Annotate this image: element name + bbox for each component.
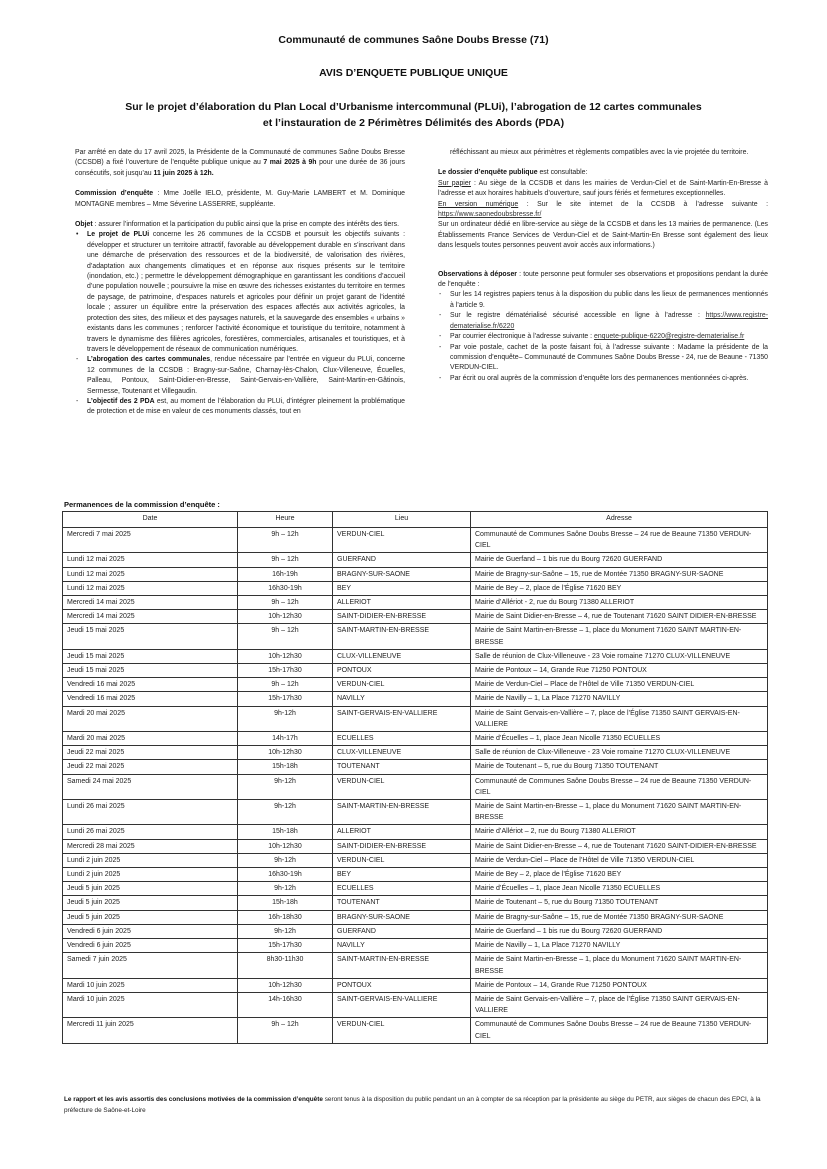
pda-continuation: réfléchissant au mieux aux périmètres et règlements compatibles avec la vie projetée du territoire.: [450, 149, 749, 156]
text: concerne les 26 communes de la CCSDB et poursuit les objectifs suivants : développer et structurer un territoire attractif, favorable au développement durable en s’inscrivant dans une démarche de préservation des ressources et de la biodiversité, de valorisation des rivières, d’adaptation aux changements climatiques et en réponse aux risques présents sur le territoire (inondation, etc.) ; permettre le développement démographique en garantissant les conditions d’accueil d’une population nouvelle ; poursuivre la mise en œuvre des richesses existantes du territoire en termes de paysage, de patrimoine, d’espaces naturels et agricoles pour définir un projet garant de l’identité locale ; assurer un équilibre entre la préservation des espaces affectés aux activités agricoles, la protection des sites, des milieux et des paysages naturels, et la sauvegarde des ensembles « urbains » existants dans les communes ; renforcer l’activité économique et touristique du territoire, notamment à travers le dynamisme des filières agricoles, forestières, commerciales, artisanales et touristiques, et à travers le développement de réseaux de communication numériques.: [87, 231, 405, 353]
text: : toute personne peut formuler ses observations et propositions pendant la durée de l’enquête :: [438, 270, 769, 289]
cell-address: Mairie de Bragny-sur-Saône – 15, rue de Montée 71350 BRAGNY-SUR-SAONE: [471, 567, 768, 581]
cell-place: PONTOUX: [333, 978, 471, 992]
table-row: [63, 732, 768, 746]
cell-date: Lundi 2 juin 2025: [63, 853, 238, 867]
cell-time: 9h – 12h: [238, 1018, 333, 1043]
right-column: [438, 148, 768, 384]
cell-address: Mairie de Toutenant – 5, rue du Bourg 71350 TOUTENANT: [471, 760, 768, 774]
list-item-pda: [87, 397, 405, 418]
cell-place: SAINT-DIDIER-EN-BRESSE: [333, 839, 471, 853]
cell-place: BEY: [333, 581, 471, 595]
cell-place: BRAGNY-SUR-SAONE: [333, 567, 471, 581]
text: , rendue nécessaire par l’entrée en vigueur du PLUi, concerne 12 communes de la CCSDB : Bragny-sur-Saône, Charnay-lès-Chalon, Clux-Villeneuve, Écuelles, Palleau, Pontoux, Saint-Didier-en-Bresse, Saint-Gervais-en-Vallière, Saint-Martin-en-Gâtinois, Sermesse, Toutenant et Villegaudin.: [87, 356, 405, 395]
notice-title: AVIS D’ENQUETE PUBLIQUE UNIQUE: [319, 67, 508, 79]
cell-place: CLUX-VILLENEUVE: [333, 649, 471, 663]
permanences-title: Permanences de la commission d’enquête :: [64, 500, 220, 509]
cell-address: Mairie de Toutenant – 5, rue du Bourg 71350 TOUTENANT: [471, 896, 768, 910]
cell-time: 9h-12h: [238, 882, 333, 896]
text: seront tenus à la disposition du public pendant un an à compter de sa réception par la présidente au siège du PETR, aux sièges de chacun des EPCI, à la préfecture de Saône-et-Loire: [64, 1096, 761, 1114]
list-item: [450, 343, 768, 374]
cell-date: Mardi 10 juin 2025: [63, 992, 238, 1017]
cell-time: 8h30-11h30: [238, 953, 333, 978]
cell-time: 16h-19h: [238, 567, 333, 581]
subject-line-1: Sur le projet d’élaboration du Plan Local d’Urbanisme intercommunal (PLUi), l’abrogation de 12 cartes communales: [125, 101, 702, 113]
text: Par écrit ou oral auprès de la commission d’enquête lors des permanences mentionnées ci-après.: [450, 374, 749, 382]
cell-time: 9h – 12h: [238, 528, 333, 553]
cell-place: PONTOUX: [333, 664, 471, 678]
text: : Mme Joëlle IELO, présidente, M. Guy-Marie LAMBERT et M. Dominique MONTAGNE membres – Mme Séverine LASSERRE, suppléante.: [75, 190, 406, 208]
permanences-table: [62, 511, 768, 1044]
cell-date: Jeudi 5 juin 2025: [63, 896, 238, 910]
cell-place: SAINT-GERVAIS-EN-VALLIERE: [333, 706, 471, 731]
cell-place: SAINT-MARTIN-EN-BRESSE: [333, 953, 471, 978]
list-item: [450, 374, 768, 384]
table-row: [63, 800, 768, 825]
cell-time: 9h-12h: [238, 924, 333, 938]
cell-place: ALLERIOT: [333, 825, 471, 839]
cell-address: Mairie de Guerfand – 1 bis rue du Bourg 72620 GUERFAND: [471, 553, 768, 567]
cell-place: TOUTENANT: [333, 896, 471, 910]
table-row: [63, 581, 768, 595]
cell-date: Jeudi 15 mai 2025: [63, 649, 238, 663]
cell-place: TOUTENANT: [333, 760, 471, 774]
cell-place: SAINT-GERVAIS-EN-VALLIERE: [333, 992, 471, 1017]
observations-heading: [438, 270, 768, 291]
column-header-place: Lieu: [333, 512, 471, 528]
table-row: [63, 910, 768, 924]
cell-time: 10h-12h30: [238, 978, 333, 992]
cell-date: Jeudi 15 mai 2025: [63, 624, 238, 649]
list-item: [450, 311, 768, 332]
table-row: [63, 978, 768, 992]
cell-time: 9h – 12h: [238, 553, 333, 567]
table-header-row: [63, 512, 768, 528]
table-row: [63, 896, 768, 910]
cell-time: 10h-12h30: [238, 610, 333, 624]
list-item: [450, 290, 768, 311]
table-row: [63, 678, 768, 692]
text: : assurer l’information et la participation du public ainsi que la prise en compte des intérêts des tiers.: [92, 221, 400, 229]
cell-place: VERDUN-CIEL: [333, 853, 471, 867]
cell-place: VERDUN-CIEL: [333, 528, 471, 553]
text: Par voie postale, cachet de la poste faisant foi, à l’adresse suivante : Madame la présidente de la commission d’enquête– Communauté de Communes Saône Doubs Bresse - 24, rue de Beaune - 71350 VERDUN-CIEL.: [450, 343, 768, 372]
cell-time: 16h-18h30: [238, 910, 333, 924]
table-row: [63, 839, 768, 853]
text: est, au moment de l’élaboration du PLUi, d’intégrer pleinement la problématique de protection et de mise en valeur de ces monuments classés, tout en: [87, 397, 405, 416]
object-paragraph: [75, 220, 405, 230]
table-row: [63, 553, 768, 567]
cell-time: 9h-12h: [238, 774, 333, 799]
cell-address: Mairie de Verdun-Ciel – Place de l’Hôtel de Ville 71350 VERDUN-CIEL: [471, 678, 768, 692]
cell-date: Lundi 2 juin 2025: [63, 868, 238, 882]
label: Objet: [75, 221, 93, 229]
cell-date: Vendredi 16 mai 2025: [63, 692, 238, 706]
text: Par courrier électronique à l’adresse suivante :: [450, 333, 595, 341]
table-row: [63, 610, 768, 624]
cell-time: 15h-18h: [238, 760, 333, 774]
table-row: [63, 649, 768, 663]
cell-address: Salle de réunion de Clux-Villeneuve - 23 Voie romaine 71270 CLUX-VILLENEUVE: [471, 649, 768, 663]
notice-subject: [0, 99, 827, 131]
cell-time: 9h-12h: [238, 706, 333, 731]
cell-time: 9h-12h: [238, 800, 333, 825]
cell-time: 10h-12h30: [238, 839, 333, 853]
cell-date: Mardi 20 mai 2025: [63, 732, 238, 746]
cell-time: 15h-17h30: [238, 664, 333, 678]
text: Par arrêté en date du 17 avril 2025, la Présidente de la Communauté de communes Saône Doubs Bresse (CCSDB) a fixé l’ouverture de l’enquête publique unique au: [75, 149, 405, 167]
cell-time: 9h – 12h: [238, 678, 333, 692]
table-row: [63, 924, 768, 938]
cell-date: Mercredi 28 mai 2025: [63, 839, 238, 853]
cell-place: BRAGNY-SUR-SAONE: [333, 910, 471, 924]
computer-access: Sur un ordinateur dédié en libre-service au siège de la CCSDB et dans les 13 mairies de permanence. (Les Établissements France Services de Verdun-Ciel et de Saint-Martin-En Bresse sont également des lieux dans lesquels toutes personnes peuvent avoir accès aux informations.): [438, 221, 768, 250]
commission-paragraph: [75, 189, 405, 210]
list-item: [450, 332, 768, 342]
table-row: [63, 774, 768, 799]
label: L’abrogation des cartes communales: [87, 356, 211, 364]
label: Le rapport et les avis assortis des conclusions motivées de la commission d’enquête: [64, 1096, 323, 1103]
cell-address: Mairie de Navilly – 1, La Place 71270 NAVILLY: [471, 939, 768, 953]
cell-address: Mairie de Pontoux – 14, Grande Rue 71250 PONTOUX: [471, 664, 768, 678]
list-item-plui: [87, 230, 405, 355]
cell-address: Mairie de Saint Gervais-en-Vallière – 7, place de l’Église 71350 SAINT GERVAIS-EN-VALLIERE: [471, 992, 768, 1017]
cell-date: Jeudi 22 mai 2025: [63, 760, 238, 774]
table-row: [63, 992, 768, 1017]
label: Le dossier d’enquête publique: [438, 169, 538, 177]
website-link[interactable]: https://www.saonedoubsbresse.fr/: [438, 211, 542, 219]
text: : Au siège de la CCSDB et dans les mairies de Verdun-Ciel et de Saint-Martin-En-Bresse à l’adresse et aux horaires habituels d’ouverture, sauf jours fériés et fermetures exceptionnelles.: [438, 179, 769, 198]
cell-date: Mercredi 7 mai 2025: [63, 528, 238, 553]
cell-date: Lundi 12 mai 2025: [63, 553, 238, 567]
label: Commission d’enquête: [75, 190, 154, 198]
cell-time: 15h-17h30: [238, 939, 333, 953]
cell-date: Lundi 12 mai 2025: [63, 581, 238, 595]
text: est consultable:: [537, 169, 588, 177]
table-row: [63, 746, 768, 760]
cell-address: Communauté de Communes Saône Doubs Bresse – 24 rue de Beaune 71350 VERDUN-CIEL: [471, 1018, 768, 1043]
cell-time: 10h-12h30: [238, 746, 333, 760]
list-item-abrogation: [87, 355, 405, 397]
cell-place: GUERFAND: [333, 924, 471, 938]
cell-place: SAINT-MARTIN-EN-BRESSE: [333, 800, 471, 825]
cell-time: 9h – 12h: [238, 596, 333, 610]
label: Observations à déposer: [438, 270, 517, 278]
cell-time: 14h-16h30: [238, 992, 333, 1017]
cell-date: Mercredi 14 mai 2025: [63, 610, 238, 624]
table-row: [63, 567, 768, 581]
cell-place: BEY: [333, 868, 471, 882]
digital-version: [438, 200, 768, 221]
footer-note: [64, 1094, 764, 1116]
cell-place: NAVILLY: [333, 939, 471, 953]
cell-date: Vendredi 6 juin 2025: [63, 924, 238, 938]
label: Sur papier: [438, 179, 471, 187]
table-row: [63, 624, 768, 649]
registry-link[interactable]: https://www.registre-dematerialise.fr/6220: [450, 312, 768, 330]
cell-date: Lundi 12 mai 2025: [63, 567, 238, 581]
cell-date: Jeudi 15 mai 2025: [63, 664, 238, 678]
organization-title: Communauté de communes Saône Doubs Bresse (71): [278, 34, 549, 46]
cell-address: Mairie d’Écuelles – 1, place Jean Nicolle 71350 ECUELLES: [471, 732, 768, 746]
cell-address: Communauté de Communes Saône Doubs Bresse – 24 rue de Beaune 71350 VERDUN-CIEL: [471, 528, 768, 553]
cell-date: Jeudi 5 juin 2025: [63, 882, 238, 896]
cell-address: Mairie de Saint Didier-en-Bresse – 4, rue de Toutenant 71620 SAINT DIDIER-EN-BRESSE: [471, 610, 768, 624]
cell-date: Vendredi 6 juin 2025: [63, 939, 238, 953]
cell-address: Mairie de Bragny-sur-Saône – 15, rue de Montée 71350 BRAGNY-SUR-SAONE: [471, 910, 768, 924]
table-row: [63, 882, 768, 896]
table-row: [63, 706, 768, 731]
cell-address: Salle de réunion de Clux-Villeneuve - 23 Voie romaine 71270 CLUX-VILLENEUVE: [471, 746, 768, 760]
cell-place: NAVILLY: [333, 692, 471, 706]
cell-time: 16h30-19h: [238, 581, 333, 595]
cell-place: SAINT-MARTIN-EN-BRESSE: [333, 624, 471, 649]
subject-line-2: et l’instauration de 2 Périmètres Délimités des Abords (PDA): [262, 117, 565, 129]
cell-date: Jeudi 5 juin 2025: [63, 910, 238, 924]
cell-address: Mairie de Navilly – 1, La Place 71270 NAVILLY: [471, 692, 768, 706]
left-column: [75, 148, 405, 418]
cell-place: ALLERIOT: [333, 596, 471, 610]
cell-date: Vendredi 16 mai 2025: [63, 678, 238, 692]
cell-place: ECUELLES: [333, 732, 471, 746]
table-row: [63, 692, 768, 706]
cell-address: Mairie d’Allériot – 2, rue du Bourg 71380 ALLERIOT: [471, 825, 768, 839]
table-row: [63, 853, 768, 867]
label: En version numérique: [438, 200, 519, 208]
column-header-address: Adresse: [471, 512, 768, 528]
start-date: 7 mai 2025 à 9h: [263, 159, 317, 167]
object-list: [75, 230, 405, 417]
column-header-date: Date: [63, 512, 238, 528]
cell-place: VERDUN-CIEL: [333, 774, 471, 799]
column-header-time: Heure: [238, 512, 333, 528]
text: Sur le registre dématérialisé sécurisé accessible en ligne à l’adresse :: [450, 312, 706, 320]
table-row: [63, 528, 768, 553]
table-row: [63, 760, 768, 774]
cell-date: Mardi 20 mai 2025: [63, 706, 238, 731]
label: Le projet de PLUi: [87, 231, 150, 239]
cell-time: 9h – 12h: [238, 624, 333, 649]
cell-address: Mairie de Pontoux – 14, Grande Rue 71250 PONTOUX: [471, 978, 768, 992]
decree-paragraph: [75, 148, 405, 179]
cell-address: Mairie de Saint Martin-en-Bresse – 1, place du Monument 71620 SAINT MARTIN-EN-BRESSE: [471, 800, 768, 825]
label: L’objectif des 2 PDA: [87, 397, 155, 405]
cell-date: Lundi 26 mai 2025: [63, 800, 238, 825]
cell-address: Mairie de Bey – 2, place de l’Église 71620 BEY: [471, 581, 768, 595]
text: Sur les 14 registres papiers tenus à la disposition du public dans les lieux de permanences mentionnés à l’article 9.: [450, 291, 768, 309]
cell-date: Samedi 7 juin 2025: [63, 953, 238, 978]
table-row: [63, 825, 768, 839]
table-row: [63, 1018, 768, 1043]
cell-date: Jeudi 22 mai 2025: [63, 746, 238, 760]
cell-time: 10h-12h30: [238, 649, 333, 663]
cell-place: GUERFAND: [333, 553, 471, 567]
cell-date: Lundi 26 mai 2025: [63, 825, 238, 839]
cell-time: 15h-18h: [238, 825, 333, 839]
observations-list: [438, 290, 768, 384]
cell-date: Mercredi 11 juin 2025: [63, 1018, 238, 1043]
text: pour une durée de 36 jours consécutifs, soit jusqu’au: [75, 159, 405, 177]
end-date: 11 juin 2025 à 12h.: [153, 169, 214, 177]
cell-address: Mairie d’Écuelles – 1, place Jean Nicolle 71350 ECUELLES: [471, 882, 768, 896]
cell-time: 15h-17h30: [238, 692, 333, 706]
cell-address: Mairie de Verdun-Ciel – Place de l’Hôtel de Ville 71350 VERDUN-CIEL: [471, 853, 768, 867]
cell-time: 16h30-19h: [238, 868, 333, 882]
dossier-heading: [438, 168, 768, 178]
cell-place: ECUELLES: [333, 882, 471, 896]
table-row: [63, 664, 768, 678]
cell-address: Mairie de Saint Gervais-en-Vallière – 7, place de l’Église 71350 SAINT GERVAIS-EN-VALLIERE: [471, 706, 768, 731]
cell-time: 14h-17h: [238, 732, 333, 746]
cell-address: Mairie de Saint Martin-en-Bresse – 1, place du Monument 71620 SAINT MARTIN-EN-BRESSE: [471, 624, 768, 649]
cell-address: Mairie de Saint Didier-en-Bresse – 4, rue de Toutenant 71620 SAINT-DIDIER-EN-BRESSE: [471, 839, 768, 853]
cell-date: Mercredi 14 mai 2025: [63, 596, 238, 610]
cell-date: Mardi 10 juin 2025: [63, 978, 238, 992]
cell-address: Mairie de Guerfand – 1 bis rue du Bourg 72620 GUERFAND: [471, 924, 768, 938]
paper-version: [438, 179, 768, 200]
cell-time: 9h-12h: [238, 853, 333, 867]
cell-time: 15h-18h: [238, 896, 333, 910]
table-row: [63, 868, 768, 882]
cell-address: Mairie de Bey – 2, place de l’Église 71620 BEY: [471, 868, 768, 882]
email-link[interactable]: enquete-publique-6220@registre-dematerialise.fr: [594, 333, 745, 341]
cell-place: VERDUN-CIEL: [333, 1018, 471, 1043]
table-row: [63, 939, 768, 953]
cell-place: CLUX-VILLENEUVE: [333, 746, 471, 760]
table-row: [63, 953, 768, 978]
cell-address: Mairie de Saint Martin-en-Bresse – 1, place du Monument 71620 SAINT MARTIN-EN-BRESSE: [471, 953, 768, 978]
table-row: [63, 596, 768, 610]
cell-place: VERDUN-CIEL: [333, 678, 471, 692]
text: : Sur le site internet de la CCSDB à l’adresse suivante :: [518, 200, 768, 208]
cell-address: Communauté de Communes Saône Doubs Bresse – 24 rue de Beaune 71350 VERDUN-CIEL: [471, 774, 768, 799]
cell-address: Mairie d’Allériot - 2, rue du Bourg 71380 ALLERIOT: [471, 596, 768, 610]
cell-date: Samedi 24 mai 2025: [63, 774, 238, 799]
cell-place: SAINT-DIDIER-EN-BRESSE: [333, 610, 471, 624]
